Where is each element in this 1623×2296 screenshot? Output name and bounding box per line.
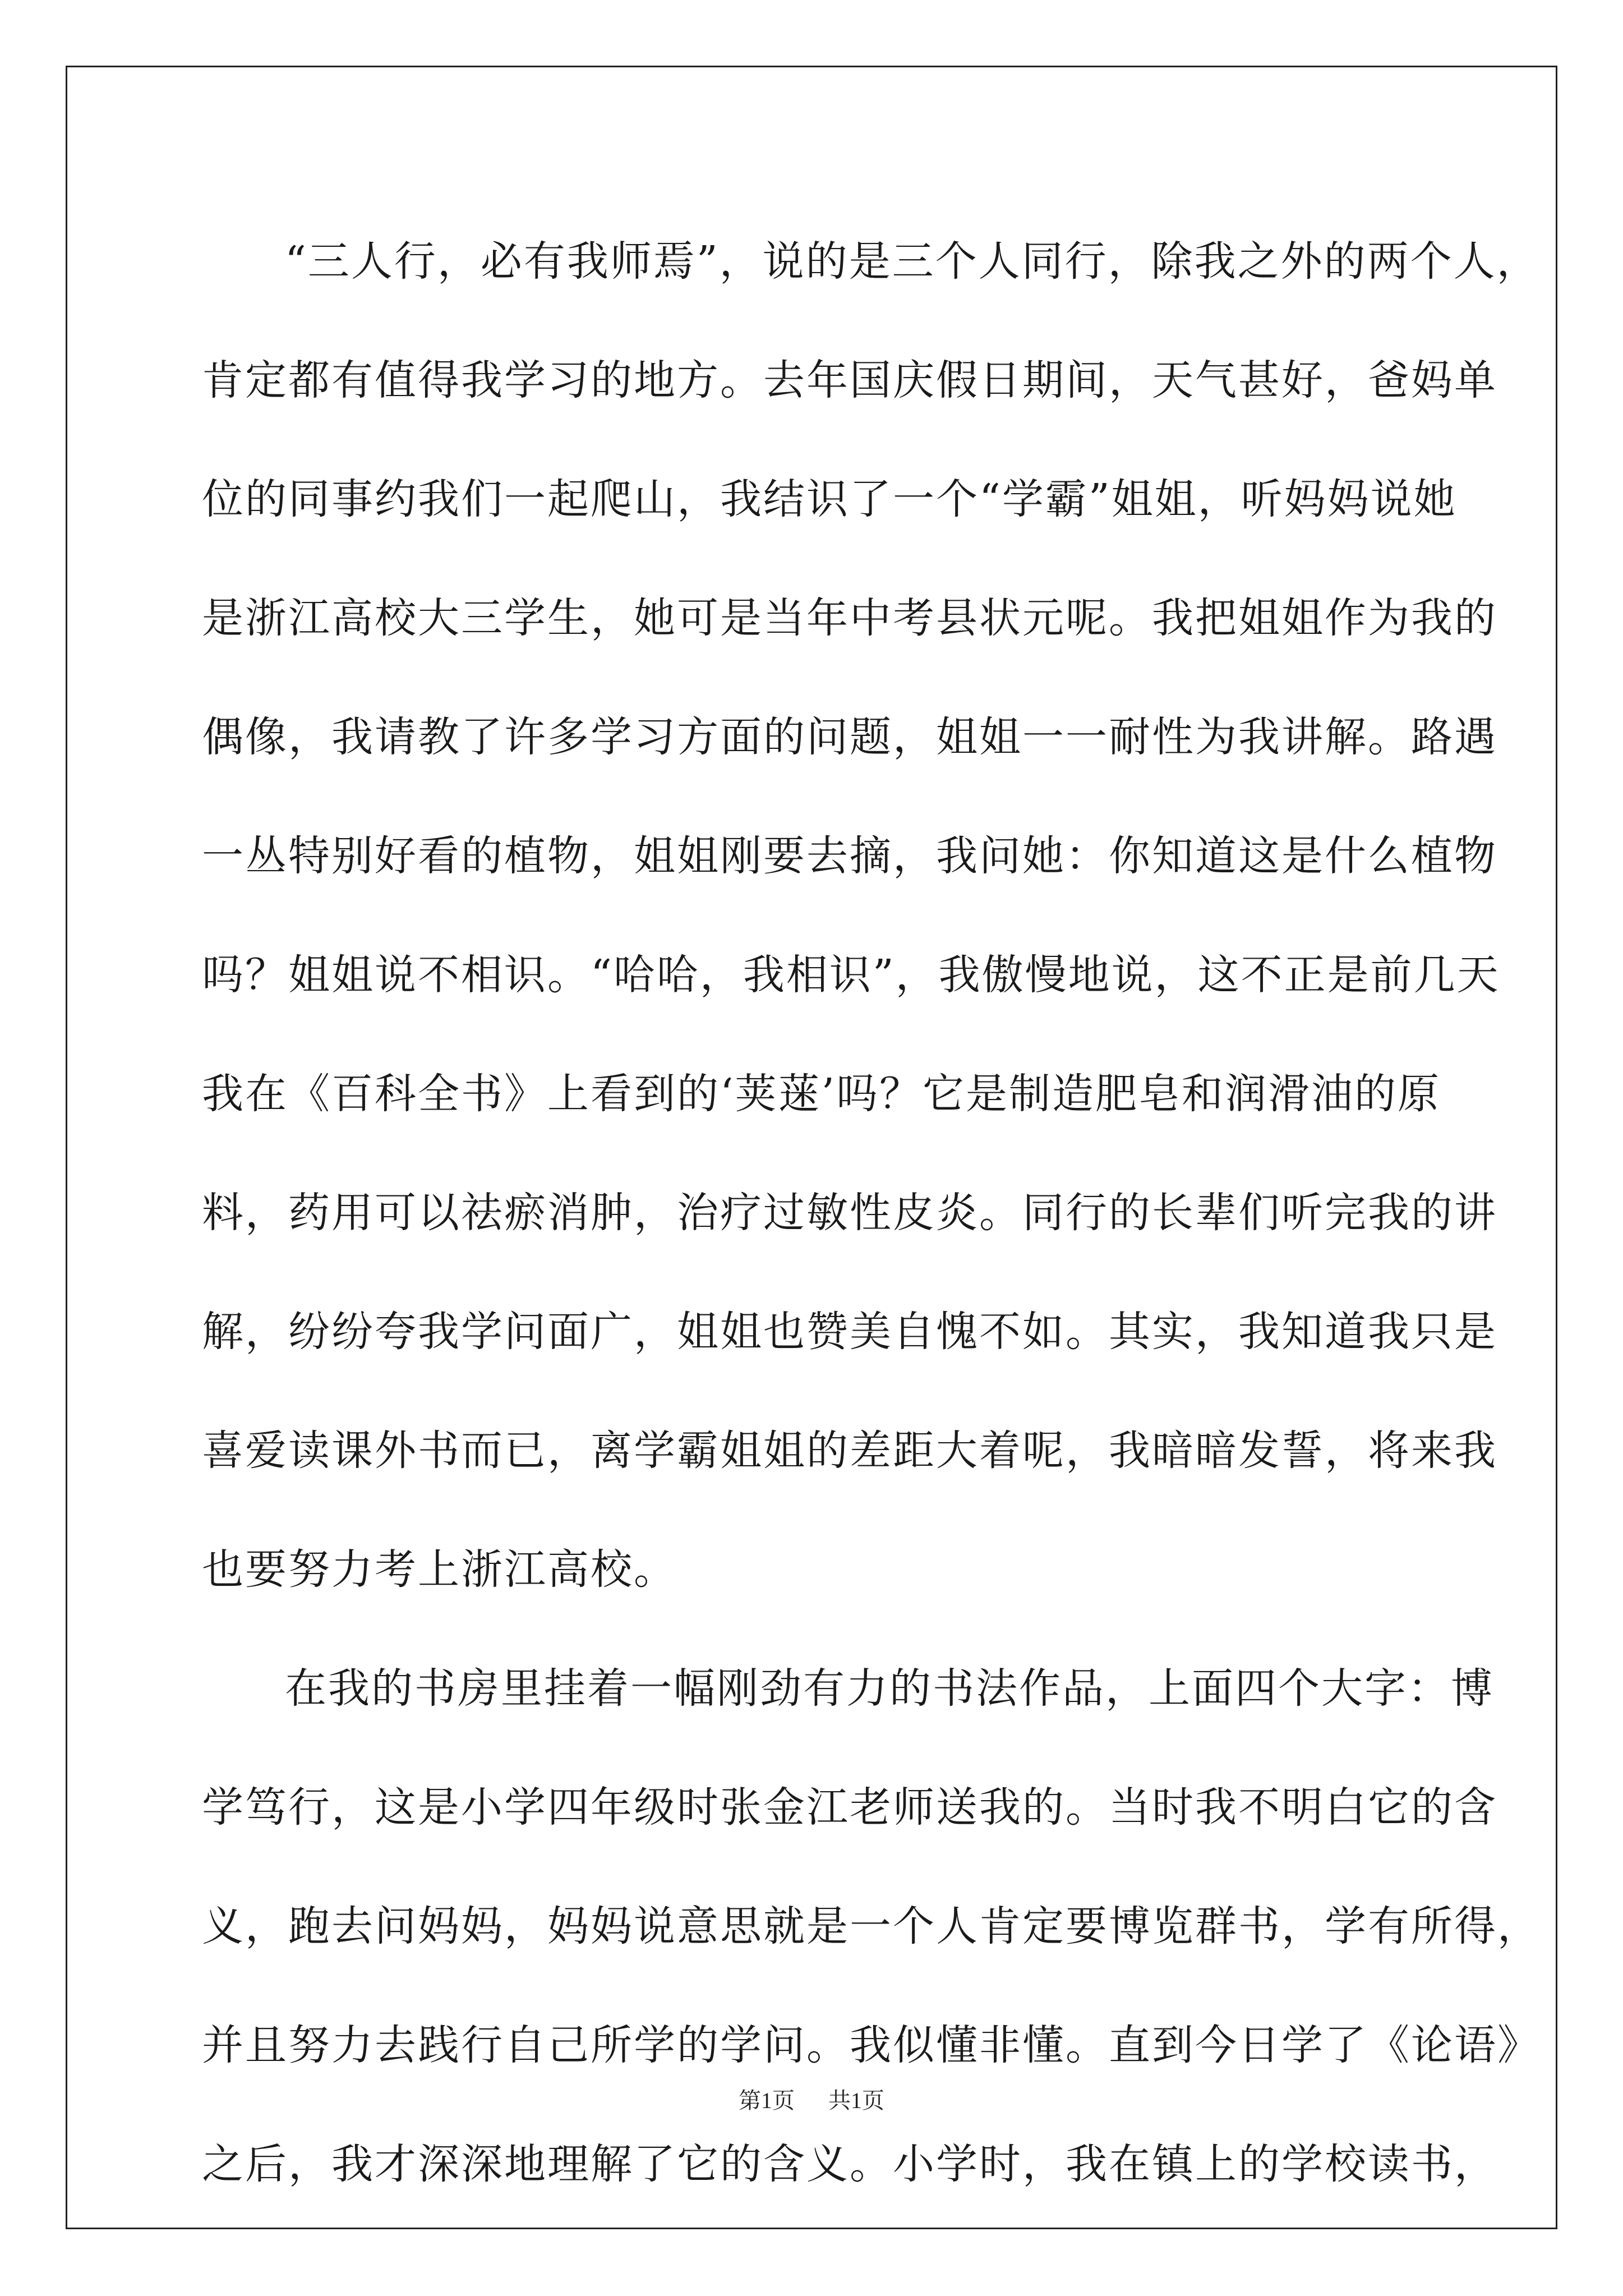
text-line: 料，药用可以祛瘀消肿，治疗过敏性皮炎。同行的长辈们听完我的讲 [202,1189,1497,1237]
page-total: 共1页 [828,2088,884,2113]
page-number: 第1页 [739,2088,795,2113]
text-line: 也要努力考上浙江高校。 [202,1545,677,1594]
text-line: “三人行，必有我师焉”，说的是三个人同行，除我之外的两个人， [285,237,1540,286]
text-line: 吗？姐姐说不相识。“哈哈，我相识”，我傲慢地说，这不正是前几天 [202,951,1500,999]
text-line: 一丛特别好看的植物，姐姐刚要去摘，我问她：你知道这是什么植物 [202,832,1497,880]
text-line: 位的同事约我们一起爬山，我结识了一个“学霸”姐姐，听妈妈说她 [202,475,1457,523]
text-line: 学笃行，这是小学四年级时张金江老师送我的。当时我不明白它的含 [202,1783,1497,1832]
text-line: 解，纷纷夸我学问面广，姐姐也赞美自愧不如。其实，我知道我只是 [202,1308,1497,1356]
text-line: 喜爱读课外书而已，离学霸姐姐的差距大着呢，我暗暗发誓，将来我 [202,1427,1497,1475]
text-line: 肯定都有值得我学习的地方。去年国庆假日期间，天气甚好，爸妈单 [202,356,1497,404]
document-body [202,202,1541,2224]
text-line: 之后，我才深深地理解了它的含义。小学时，我在镇上的学校读书， [202,2140,1497,2188]
text-line: 我在《百科全书》上看到的‘荚蒾’吗？它是制造肥皂和润滑油的原 [202,1070,1441,1118]
text-line: 在我的书房里挂着一幅刚劲有力的书法作品，上面四个大字：博 [285,1664,1494,1713]
text-line: 并且努力去践行自己所学的学问。我似懂非懂。直到今日学了《论语》 [202,2021,1541,2069]
text-line: 是浙江高校大三学生，她可是当年中考县状元呢。我把姐姐作为我的 [202,594,1497,642]
text-line: 偶像，我请教了许多学习方面的问题，姐姐一一耐性为我讲解。路遇 [202,713,1497,761]
page-footer [0,2083,1623,2115]
text-line: 义，跑去问妈妈，妈妈说意思就是一个人肯定要博览群书，学有所得， [202,1902,1541,1950]
